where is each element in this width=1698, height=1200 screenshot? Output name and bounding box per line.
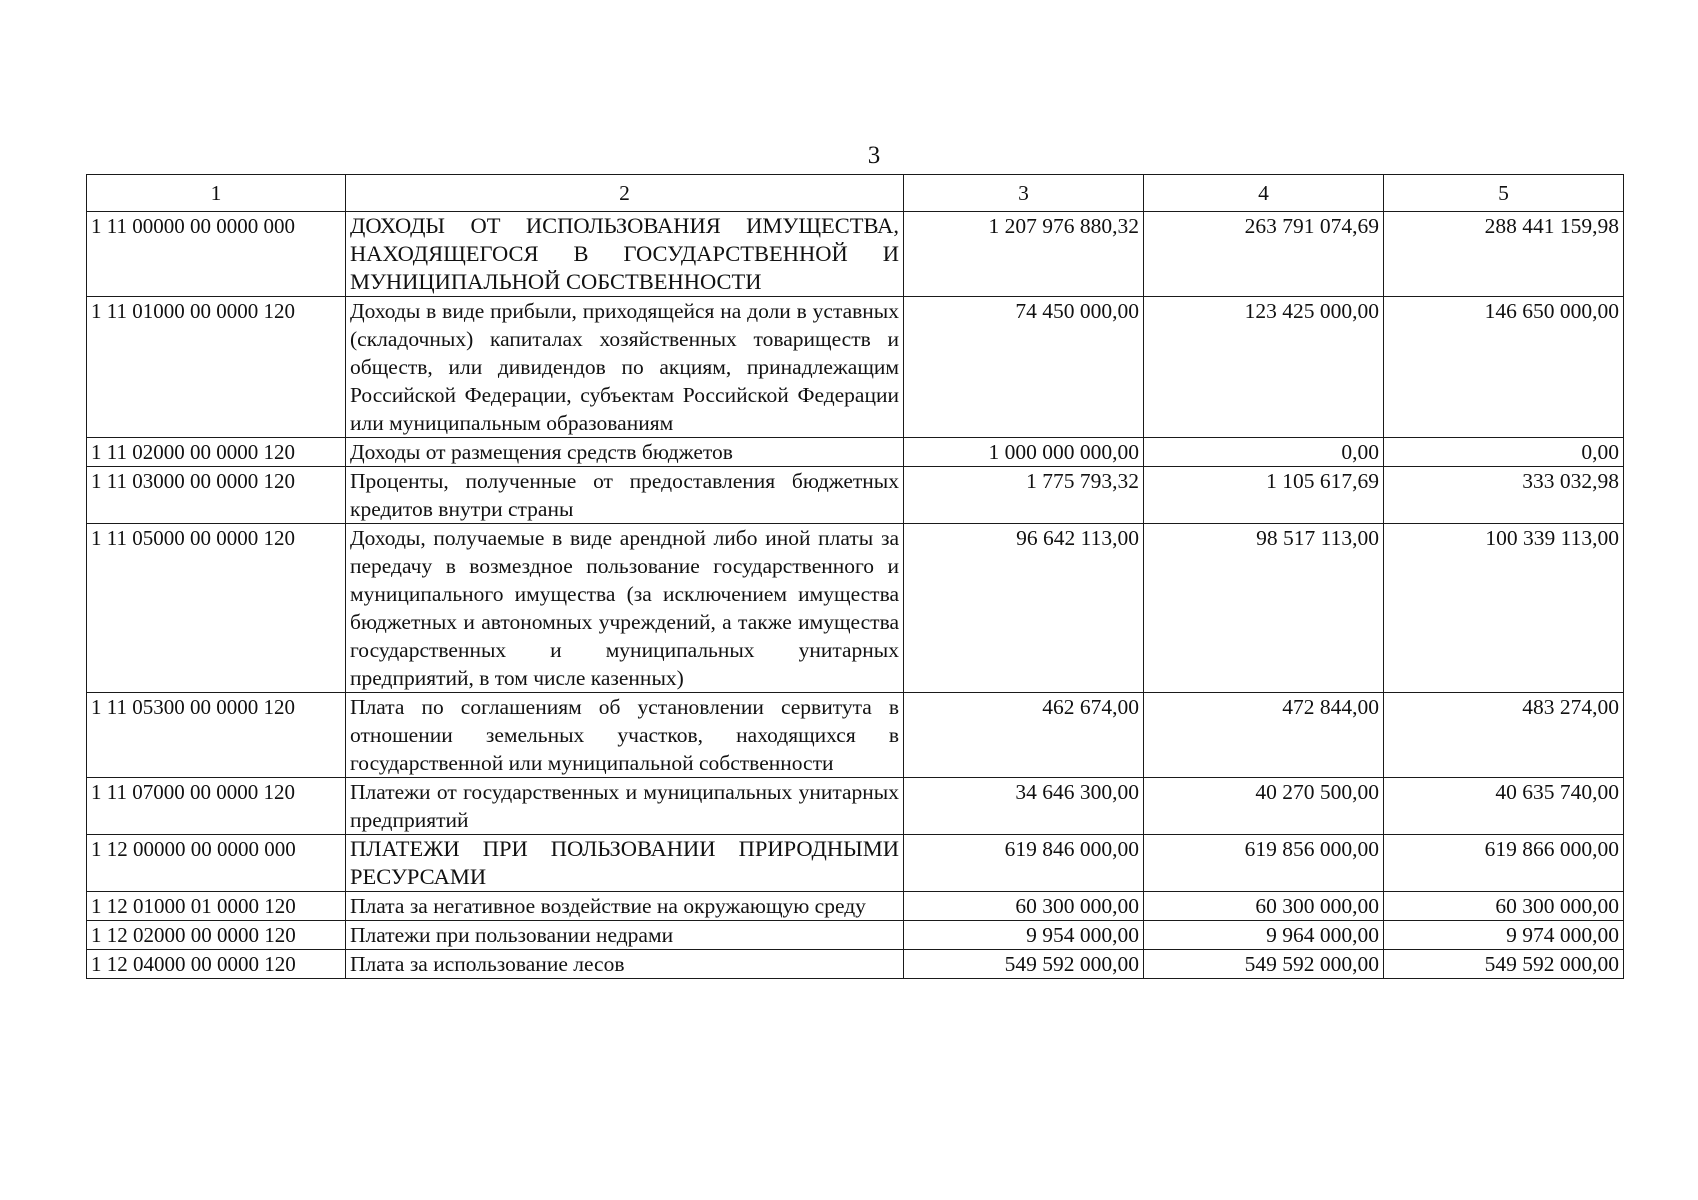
amount-cell: 0,00: [1144, 438, 1384, 467]
amount-cell: 288 441 159,98: [1384, 212, 1624, 297]
amount-cell: 100 339 113,00: [1384, 524, 1624, 693]
revenue-name-cell: Плата за негативное воздействие на окружающую среду: [346, 892, 904, 921]
budget-code-cell: 1 12 00000 00 0000 000: [87, 835, 346, 892]
revenue-name-cell: Проценты, полученные от предоставления бюджетных кредитов внутри страны: [346, 467, 904, 524]
budget-code-cell: 1 11 05300 00 0000 120: [87, 693, 346, 778]
revenue-name-cell: Платежи при пользовании недрами: [346, 921, 904, 950]
amount-cell: 98 517 113,00: [1144, 524, 1384, 693]
budget-code-cell: 1 11 00000 00 0000 000: [87, 212, 346, 297]
amount-cell: 9 964 000,00: [1144, 921, 1384, 950]
amount-cell: 60 300 000,00: [1144, 892, 1384, 921]
amount-cell: 483 274,00: [1384, 693, 1624, 778]
amount-cell: 619 856 000,00: [1144, 835, 1384, 892]
table-row: [87, 297, 1624, 438]
revenue-name-cell: Платежи от государственных и муниципальных унитарных предприятий: [346, 778, 904, 835]
budget-code-cell: 1 11 02000 00 0000 120: [87, 438, 346, 467]
revenue-name-cell: Плата за использование лесов: [346, 950, 904, 979]
revenue-name-cell: Доходы, получаемые в виде арендной либо иной платы за передачу в возмездное пользование государственного и муниципального имущества (за исключением имущества бюджетных и автономных учреждений, а также имущества государственных и муниципальных унитарных предприятий, в том числе казенных): [346, 524, 904, 693]
table-row: [87, 467, 1624, 524]
amount-cell: 549 592 000,00: [904, 950, 1144, 979]
column-header: 4: [1144, 175, 1384, 212]
amount-cell: 1 000 000 000,00: [904, 438, 1144, 467]
amount-cell: 9 974 000,00: [1384, 921, 1624, 950]
revenue-name-cell: Доходы в виде прибыли, приходящейся на доли в уставных (складочных) капиталах хозяйственных товариществ и обществ, или дивидендов по акциям, принадлежащим Российской Федерации, субъектам Российской Федерации или муниципальным образованиям: [346, 297, 904, 438]
amount-cell: 1 775 793,32: [904, 467, 1144, 524]
revenue-name-cell: ПЛАТЕЖИ ПРИ ПОЛЬЗОВАНИИ ПРИРОДНЫМИ РЕСУРСАМИ: [346, 835, 904, 892]
amount-cell: 60 300 000,00: [904, 892, 1144, 921]
header-row: [87, 175, 1624, 212]
amount-cell: 1 207 976 880,32: [904, 212, 1144, 297]
table-row: [87, 950, 1624, 979]
amount-cell: 40 635 740,00: [1384, 778, 1624, 835]
budget-code-cell: 1 11 05000 00 0000 120: [87, 524, 346, 693]
amount-cell: 60 300 000,00: [1384, 892, 1624, 921]
amount-cell: 96 642 113,00: [904, 524, 1144, 693]
table-row: [87, 892, 1624, 921]
budget-code-cell: 1 12 01000 01 0000 120: [87, 892, 346, 921]
budget-code-cell: 1 12 04000 00 0000 120: [87, 950, 346, 979]
amount-cell: 619 846 000,00: [904, 835, 1144, 892]
table-row: [87, 693, 1624, 778]
budget-code-cell: 1 12 02000 00 0000 120: [87, 921, 346, 950]
revenue-name-cell: ДОХОДЫ ОТ ИСПОЛЬЗОВАНИЯ ИМУЩЕСТВА, НАХОДЯЩЕГОСЯ В ГОСУДАРСТВЕННОЙ И МУНИЦИПАЛЬНОЙ СОБСТВЕННОСТИ: [346, 212, 904, 297]
amount-cell: 333 032,98: [1384, 467, 1624, 524]
amount-cell: 619 866 000,00: [1384, 835, 1624, 892]
revenue-name-cell: Доходы от размещения средств бюджетов: [346, 438, 904, 467]
amount-cell: 549 592 000,00: [1384, 950, 1624, 979]
amount-cell: 462 674,00: [904, 693, 1144, 778]
revenue-table: [86, 174, 1624, 979]
column-header: 3: [904, 175, 1144, 212]
amount-cell: 263 791 074,69: [1144, 212, 1384, 297]
table-row: [87, 524, 1624, 693]
table-row: [87, 778, 1624, 835]
amount-cell: 40 270 500,00: [1144, 778, 1384, 835]
table-row: [87, 212, 1624, 297]
table-row: [87, 438, 1624, 467]
amount-cell: 9 954 000,00: [904, 921, 1144, 950]
column-header: 5: [1384, 175, 1624, 212]
amount-cell: 123 425 000,00: [1144, 297, 1384, 438]
revenue-name-cell: Плата по соглашениям об установлении сервитута в отношении земельных участков, находящихся в государственной или муниципальной собственности: [346, 693, 904, 778]
page-number: 3: [867, 142, 881, 169]
amount-cell: 549 592 000,00: [1144, 950, 1384, 979]
amount-cell: 146 650 000,00: [1384, 297, 1624, 438]
table-row: [87, 835, 1624, 892]
column-header: 1: [87, 175, 346, 212]
amount-cell: 34 646 300,00: [904, 778, 1144, 835]
column-header: 2: [346, 175, 904, 212]
budget-code-cell: 1 11 03000 00 0000 120: [87, 467, 346, 524]
amount-cell: 74 450 000,00: [904, 297, 1144, 438]
budget-code-cell: 1 11 01000 00 0000 120: [87, 297, 346, 438]
table-row: [87, 921, 1624, 950]
budget-code-cell: 1 11 07000 00 0000 120: [87, 778, 346, 835]
amount-cell: 0,00: [1384, 438, 1624, 467]
amount-cell: 1 105 617,69: [1144, 467, 1384, 524]
amount-cell: 472 844,00: [1144, 693, 1384, 778]
